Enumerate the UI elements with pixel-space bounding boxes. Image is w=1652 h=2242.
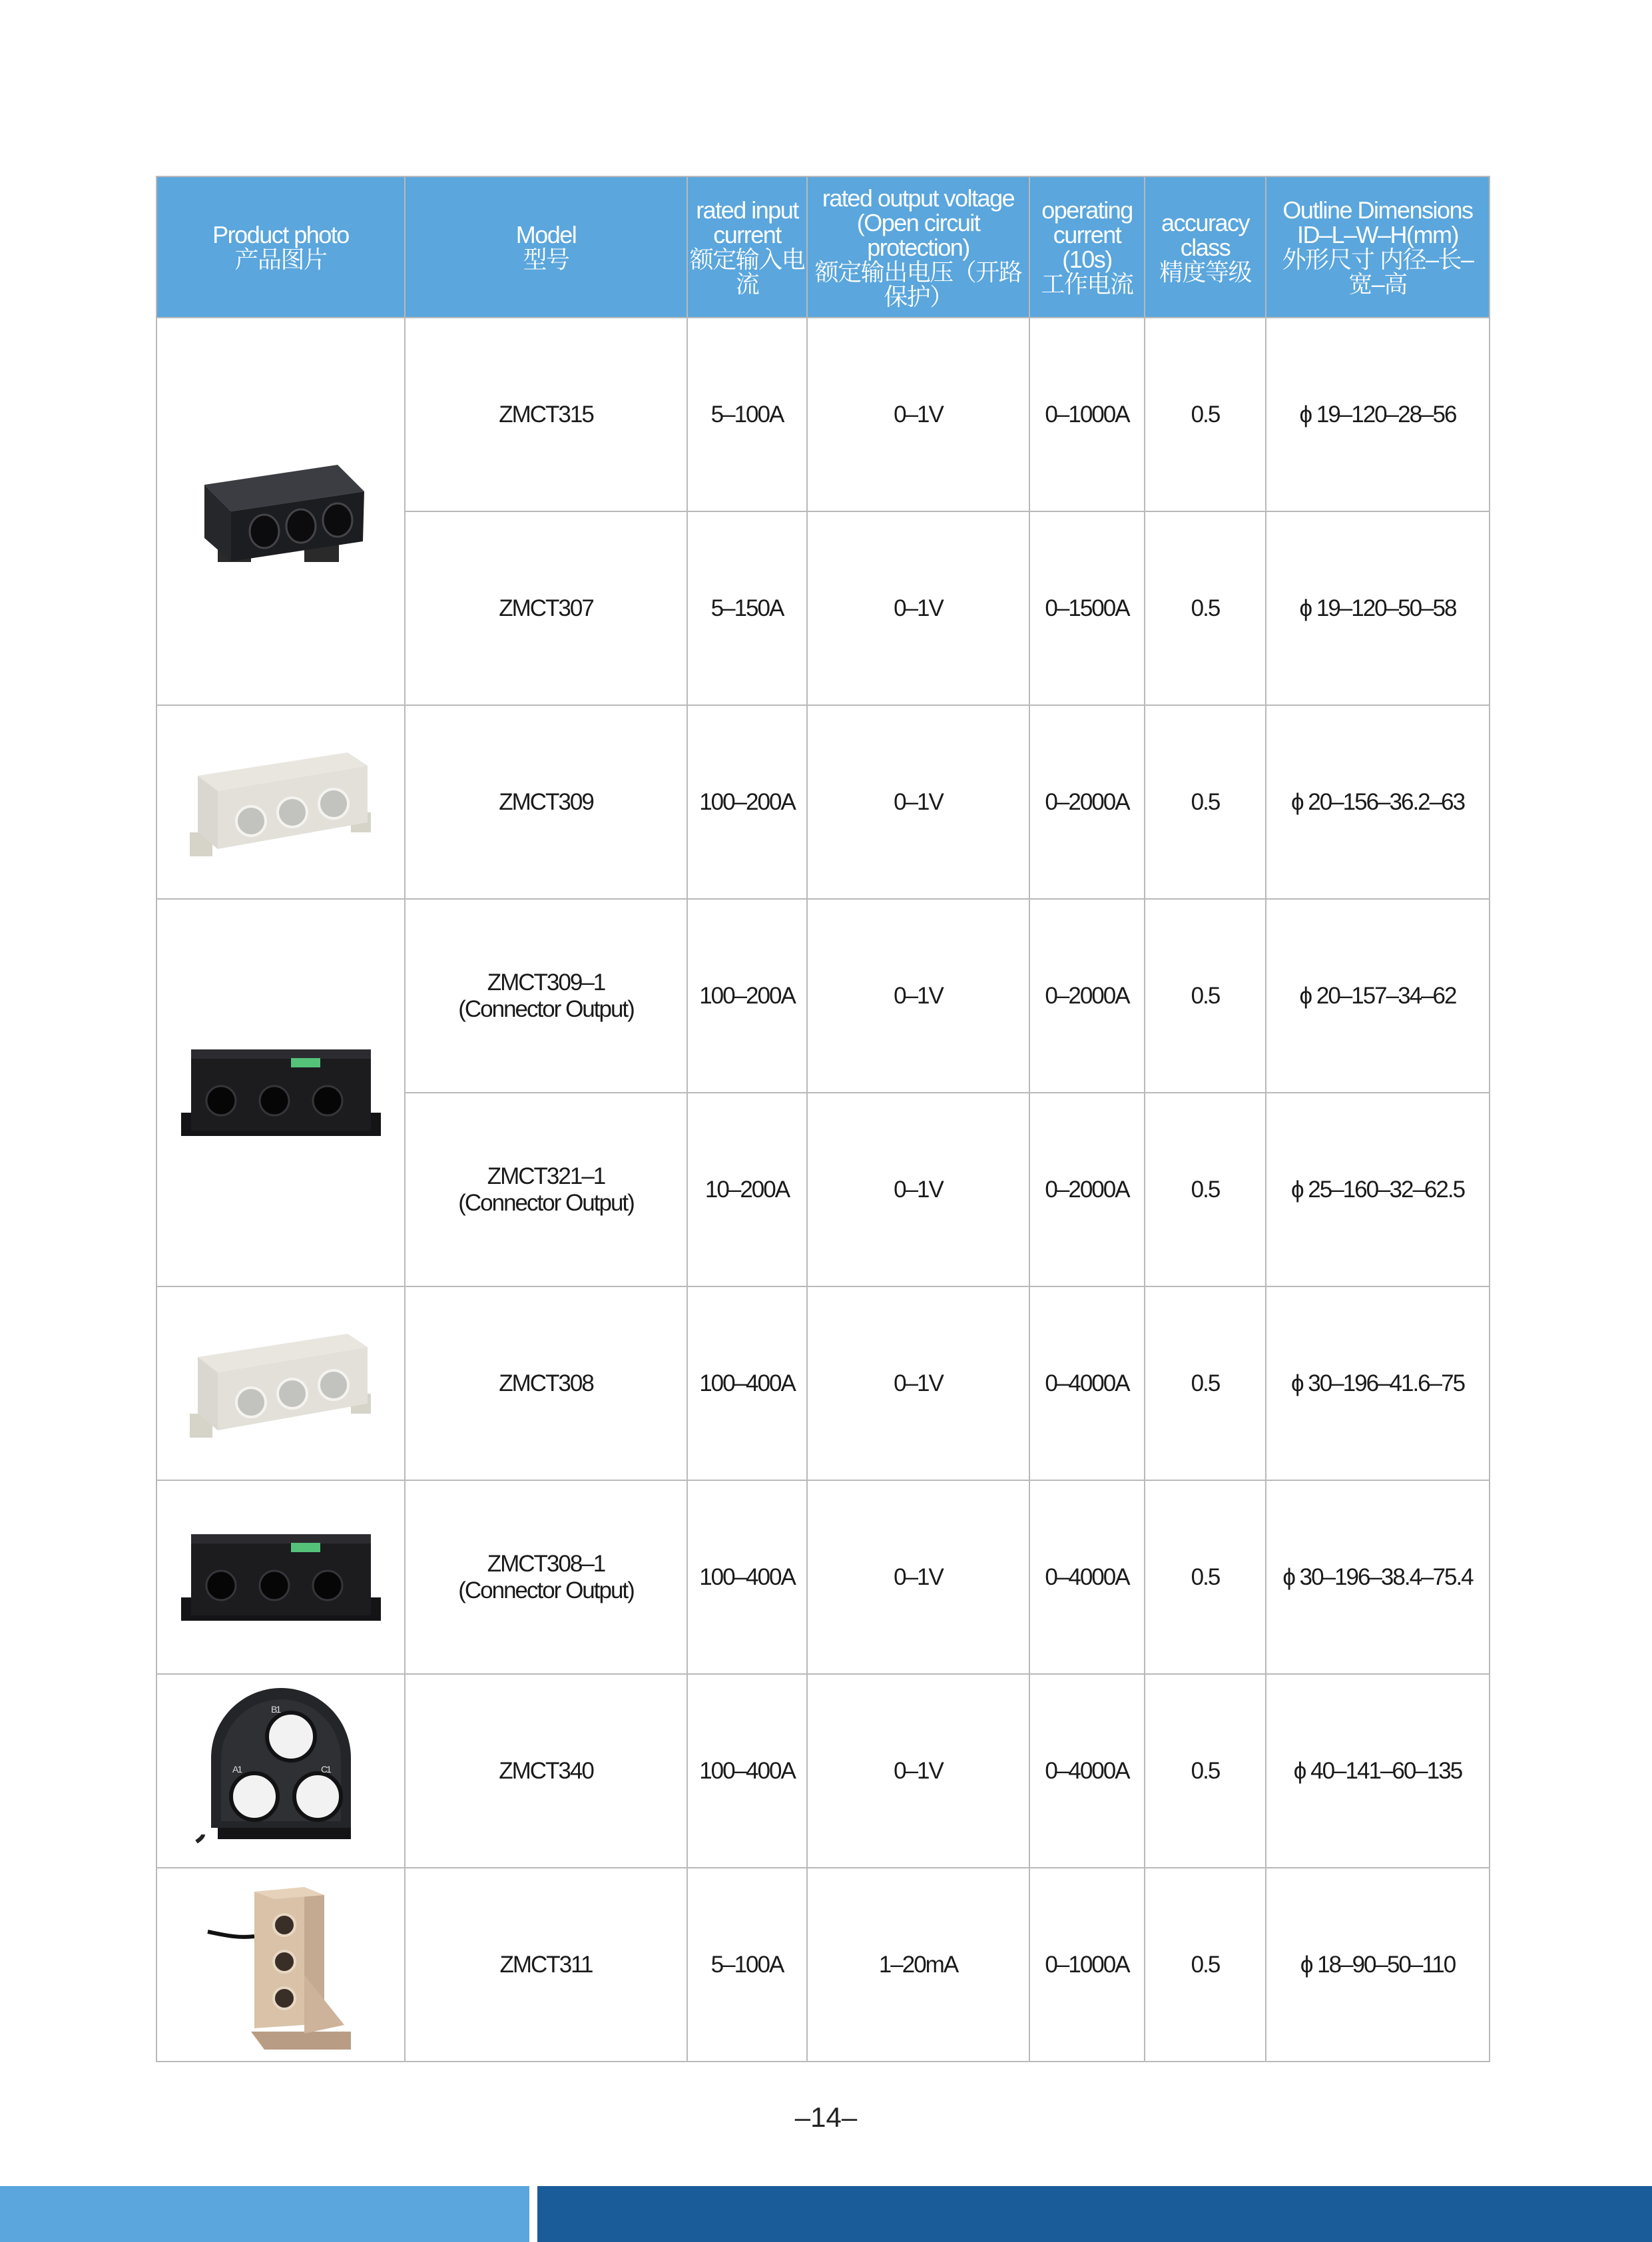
header-photo [156,176,405,318]
accuracy-cell: 0.5 [1145,1286,1266,1480]
header-en: Product photo [212,221,349,248]
accuracy-cell: 0.5 [1145,1674,1266,1868]
header-output [807,176,1029,318]
header-accuracy [1145,176,1266,318]
model-cell [405,899,687,1093]
beige-vertical-ct-photo [204,1875,358,2055]
model-name: ZMCT308 [499,1370,593,1396]
model-note: (Connector Output) [458,1189,634,1216]
operating-cell: 0–4000A [1029,1674,1145,1868]
operating-cell: 0–4000A [1029,1480,1145,1674]
header-row [156,176,1490,318]
phase-label: B1 [270,1703,280,1715]
accuracy-cell: 0.5 [1145,899,1266,1093]
model-note: (Connector Output) [458,995,634,1022]
header-cn: 工作电流 [1041,270,1133,298]
header-en: operating current (10s) [1041,196,1133,273]
dims-cell: ϕ 20–156–36.2–63 [1266,705,1490,899]
product-photo-cell [156,1286,405,1480]
header-cn: 精度等级 [1159,258,1251,286]
header-en: Outline Dimensions ID–L–W–H(mm) [1282,196,1473,248]
header-model [405,176,687,318]
model-name: ZMCT309 [499,788,593,815]
product-photo-cell [156,705,405,899]
operating-cell: 0–1000A [1029,1868,1145,2062]
header-cn: 额定输出电压（开路保护） [814,258,1022,310]
model-cell [405,705,687,899]
output-cell: 1–20mA [807,1868,1029,2062]
operating-cell: 0–2000A [1029,899,1145,1093]
footer-band-dark [537,2186,1652,2242]
output-cell: 0–1V [807,1480,1029,1674]
product-photo-cell [156,1480,405,1674]
model-note: (Connector Output) [458,1577,634,1603]
accuracy-cell: 0.5 [1145,1868,1266,2062]
product-photo-cell [156,1674,405,1868]
model-name: ZMCT311 [499,1951,593,1978]
black-3-hole-ct-photo [191,445,371,578]
phase-label: C1 [320,1763,330,1775]
input-cell: 10–200A [687,1093,807,1286]
model-cell [405,1674,687,1868]
dims-cell: ϕ 20–157–34–62 [1266,899,1490,1093]
output-cell: 0–1V [807,899,1029,1093]
white-3-hole-ct-photo [184,739,378,866]
product-photo-cell [156,1868,405,2062]
page-number: –14– [794,2102,858,2133]
accuracy-cell: 0.5 [1145,318,1266,511]
table-row [156,1674,1490,1868]
output-cell: 0–1V [807,1674,1029,1868]
model-name: ZMCT307 [499,595,593,621]
model-cell [405,318,687,511]
header-operating [1029,176,1145,318]
output-cell: 0–1V [807,1093,1029,1286]
round-3-hole-ct-photo [191,1685,371,1858]
header-cn: 外形尺寸 内径–长–宽–高 [1282,246,1474,298]
table-row [156,899,1490,1093]
output-cell: 0–1V [807,318,1029,511]
phase-label: A1 [232,1763,241,1775]
input-cell: 100–200A [687,899,807,1093]
input-cell: 5–100A [687,1868,807,2062]
dims-cell: ϕ 19–120–28–56 [1266,318,1490,511]
spec-table [156,176,1490,2062]
accuracy-cell: 0.5 [1145,1480,1266,1674]
model-name: ZMCT321–1 [487,1163,605,1189]
operating-cell: 0–2000A [1029,1093,1145,1286]
input-cell: 100–400A [687,1674,807,1868]
model-name: ZMCT308–1 [487,1550,605,1577]
input-cell: 5–150A [687,511,807,705]
accuracy-cell: 0.5 [1145,705,1266,899]
accuracy-cell: 0.5 [1145,1093,1266,1286]
footer-band-light [0,2186,529,2242]
header-cn: 型号 [523,246,569,273]
header-input [687,176,807,318]
black-connector-ct-photo [181,1039,381,1146]
black-connector-ct-photo [181,1524,381,1631]
operating-cell: 0–1500A [1029,511,1145,705]
dims-cell: ϕ 25–160–32–62.5 [1266,1093,1490,1286]
header-dimensions [1266,176,1490,318]
output-cell: 0–1V [807,511,1029,705]
model-cell [405,1480,687,1674]
product-photo-cell [156,899,405,1286]
header-en: accuracy class [1161,208,1250,261]
table-row [156,705,1490,899]
table-row [156,318,1490,511]
dims-cell: ϕ 30–196–38.4–75.4 [1266,1480,1490,1674]
header-cn: 产品图片 [234,246,327,273]
dims-cell: ϕ 40–141–60–135 [1266,1674,1490,1868]
dims-cell: ϕ 19–120–50–58 [1266,511,1490,705]
header-en: Model [515,221,577,248]
header-cn: 额定输入电流 [689,246,805,298]
table-row [156,1480,1490,1674]
model-cell [405,1868,687,2062]
table-row [156,1868,1490,2062]
output-cell: 0–1V [807,1286,1029,1480]
input-cell: 5–100A [687,318,807,511]
table-row [156,1286,1490,1480]
input-cell: 100–400A [687,1480,807,1674]
model-cell [405,1093,687,1286]
input-cell: 100–200A [687,705,807,899]
accuracy-cell: 0.5 [1145,511,1266,705]
model-name: ZMCT309–1 [487,969,605,995]
output-cell: 0–1V [807,705,1029,899]
header-en: rated output voltage (Open circuit protection) [822,184,1015,261]
model-cell [405,511,687,705]
header-en: rated input current [696,196,798,248]
model-cell [405,1286,687,1480]
product-photo-cell [156,318,405,705]
white-3-hole-ct-photo [184,1320,378,1447]
input-cell: 100–400A [687,1286,807,1480]
dims-cell: ϕ 30–196–41.6–75 [1266,1286,1490,1480]
model-name: ZMCT340 [499,1757,593,1784]
dims-cell: ϕ 18–90–50–110 [1266,1868,1490,2062]
operating-cell: 0–4000A [1029,1286,1145,1480]
model-name: ZMCT315 [499,401,593,427]
operating-cell: 0–2000A [1029,705,1145,899]
operating-cell: 0–1000A [1029,318,1145,511]
